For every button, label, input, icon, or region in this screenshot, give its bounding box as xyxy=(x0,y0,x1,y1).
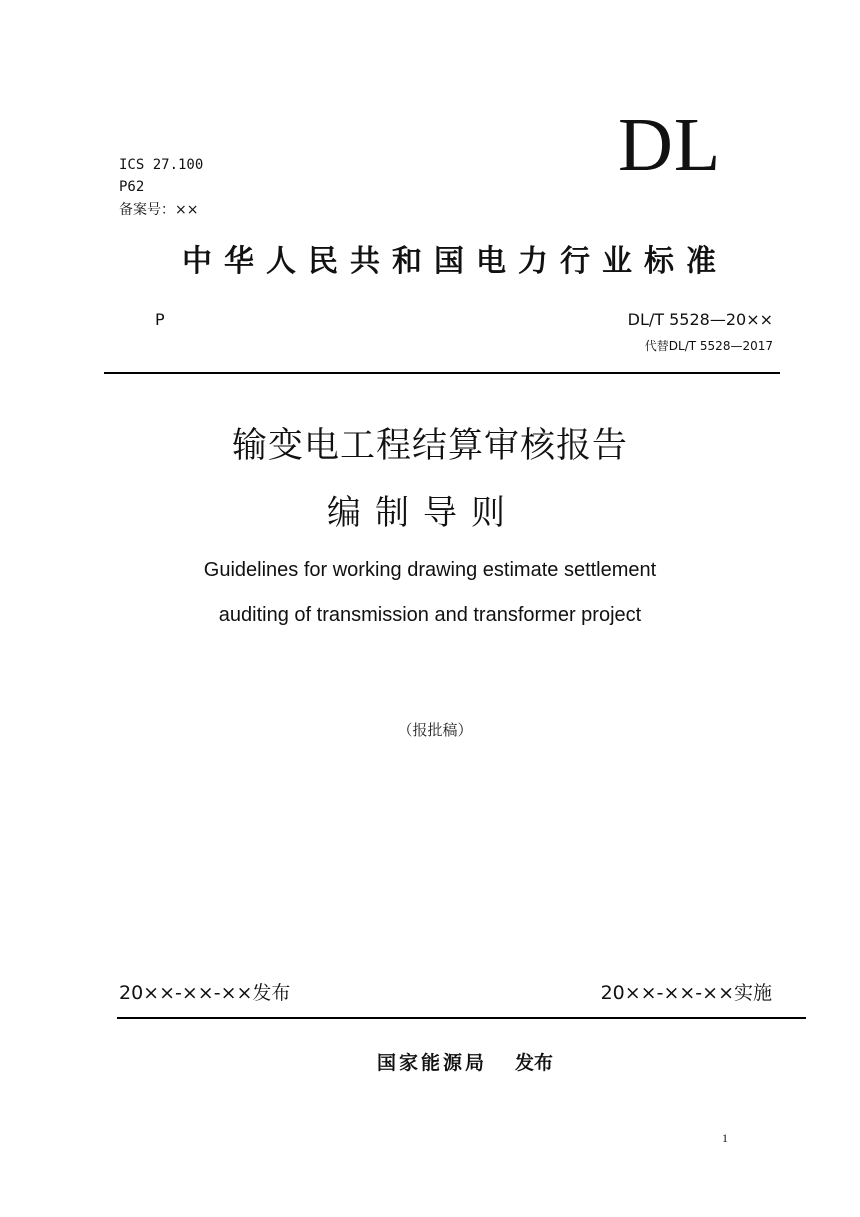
standard-type-heading: 中华人民共和国电力行业标准 xyxy=(182,244,728,279)
english-title-line-2: auditing of transmission and transformer project xyxy=(218,604,642,626)
document-title-line-2: 编制导则 xyxy=(327,493,519,533)
filing-number: 备案号：×× xyxy=(119,202,199,218)
header-divider xyxy=(104,372,780,374)
document-title-line-1: 输变电工程结算审核报告 xyxy=(231,426,628,466)
replaces-standard: 代替DL/T 5528—2017 xyxy=(644,339,773,353)
publisher-name: 国家能源局 xyxy=(376,1052,487,1074)
publish-action: 发布 xyxy=(515,1052,554,1074)
standard-number: DL/T 5528—20×× xyxy=(627,310,773,329)
english-title-line-1: Guidelines for working drawing estimate settlement xyxy=(203,559,657,581)
category-code: P xyxy=(155,310,165,329)
ccs-code: P62 xyxy=(119,179,145,195)
publisher-line xyxy=(0,1050,860,1076)
draft-status: （报批稿） xyxy=(397,721,473,739)
ics-code: ICS 27.100 xyxy=(119,157,204,173)
dl-logo: DL xyxy=(618,103,722,187)
effective-date: 20××-××-××实施 xyxy=(600,982,772,1004)
page-number: 1 xyxy=(722,1131,728,1145)
issue-date: 20××-××-××发布 xyxy=(119,982,291,1004)
footer-divider xyxy=(117,1017,806,1019)
